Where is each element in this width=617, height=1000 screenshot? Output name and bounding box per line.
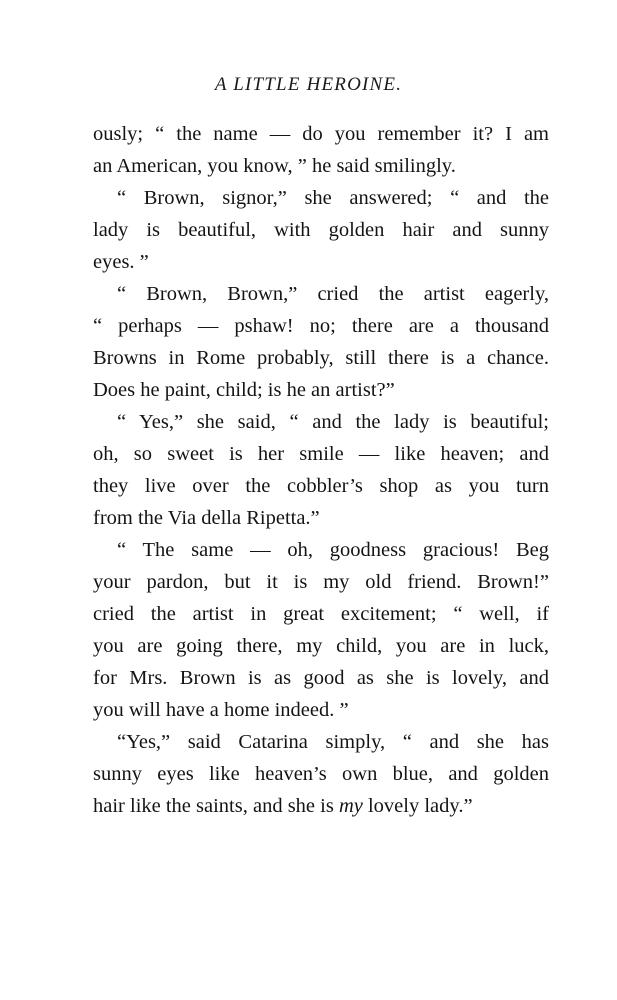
emphasis-my: my <box>338 795 363 817</box>
text-line: Browns in Rome probably, still there is a chance. <box>93 347 549 369</box>
text-line: oh, so sweet is her smile — like heaven; and <box>93 443 549 465</box>
text-line-final: hair like the saints, and she is my lovely lady.” <box>93 795 473 817</box>
text-line: an American, you know, ” he said smilingly. <box>93 155 456 177</box>
text-line: from the Via della Ripetta.” <box>93 507 320 529</box>
text-line: for Mrs. Brown is as good as she is lovely, and <box>93 667 549 689</box>
text-line: “ perhaps — pshaw! no; there are a thousand <box>93 315 549 337</box>
text-line: cried the artist in great excitement; “ well, if <box>93 603 549 625</box>
text-line: Does he paint, child; is he an artist?” <box>93 379 395 401</box>
text-line: sunny eyes like heaven’s own blue, and golden <box>93 763 549 785</box>
running-head: A LITTLE HEROINE. <box>214 74 403 95</box>
text-line: you will have a home indeed. ” <box>93 699 349 721</box>
body-text <box>93 118 549 822</box>
text-line: “Yes,” said Catarina simply, “ and she has <box>117 731 549 753</box>
text-line: they live over the cobbler’s shop as you turn <box>93 475 549 497</box>
text-line: eyes. ” <box>93 251 149 273</box>
text-line: “ Brown, signor,” she answered; “ and the <box>117 187 549 209</box>
text-line: “ The same — oh, goodness gracious! Beg <box>117 539 549 561</box>
text-line: “ Yes,” she said, “ and the lady is beautiful; <box>117 411 549 433</box>
text-line: ously; “ the name — do you remember it? I am <box>93 123 549 145</box>
text-line: your pardon, but it is my old friend. Brown!” <box>93 571 549 593</box>
text-line: “ Brown, Brown,” cried the artist eagerly, <box>117 283 549 305</box>
text-line: lady is beautiful, with golden hair and sunny <box>93 219 549 241</box>
text-line: you are going there, my child, you are in luck, <box>93 635 549 657</box>
